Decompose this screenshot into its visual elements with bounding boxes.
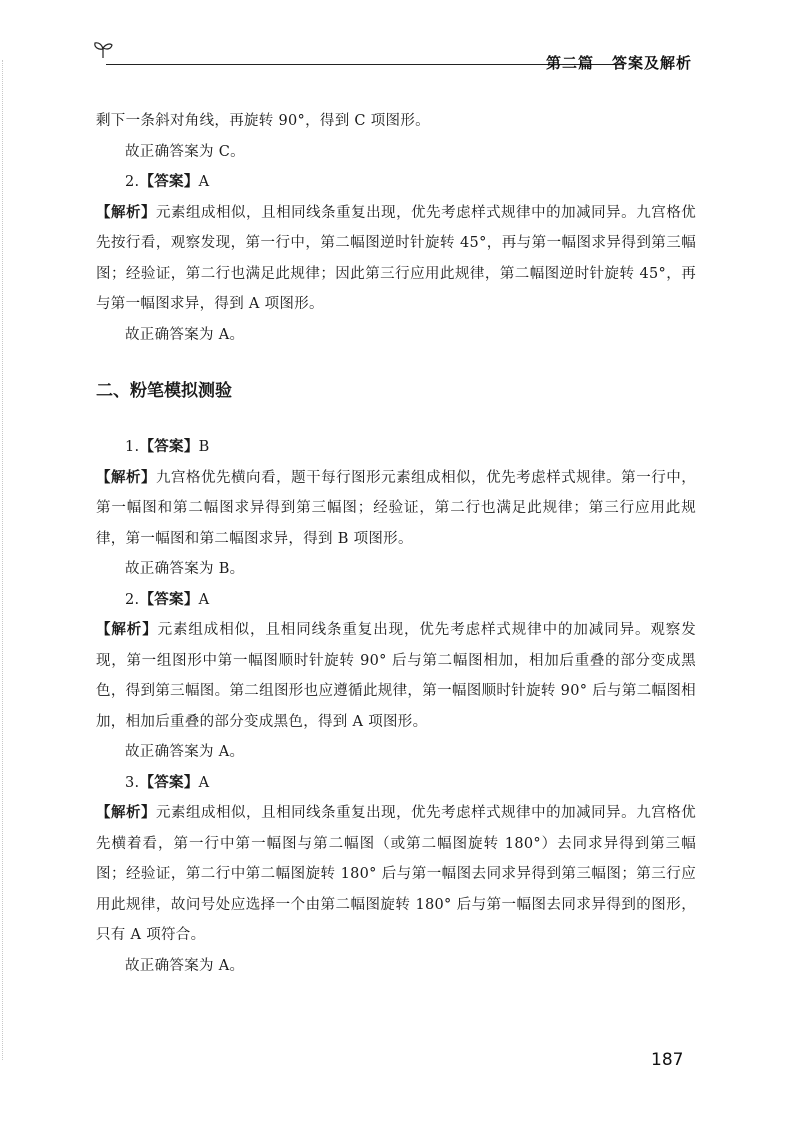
conclusion-line: 故正确答案为 C。: [125, 143, 245, 160]
running-header: [92, 38, 702, 78]
conclusion-line: 故正确答案为 A。: [125, 744, 245, 760]
question-number: 3.: [125, 774, 140, 791]
answer-line: [96, 768, 696, 799]
answer-line: [96, 585, 696, 616]
analysis-label: 【解析】: [96, 469, 157, 486]
conclusion-line: 故正确答案为 A。: [125, 957, 245, 974]
conclusion-line: 故正确答案为 A。: [125, 326, 245, 343]
answer-value: A: [198, 774, 210, 791]
question-number: 2.: [125, 174, 140, 190]
page-body: [96, 106, 696, 981]
answer-label: 【答案】: [139, 774, 199, 791]
scan-edge: [2, 60, 3, 1060]
answer-value: A: [198, 174, 210, 190]
analysis-text: 元素组成相似，且相同线条重复出现，优先考虑样式规律中的加减同异。九宫格优先横着看，第一行中第一幅图与第二幅图（或第二幅图旋转 180°）去同求异得到第三幅图；经验证，第二行中第二幅图旋转 180° 后与第一幅图去同求异得到第三幅图；第三行应用此规律，故问号处应选择一个由第二幅图旋转 180° 后与第一幅图去同求异得到的图形，只有 A 项符合。: [96, 805, 697, 943]
answer-line: [96, 432, 696, 463]
question-number: 1.: [125, 439, 140, 455]
answer-label: 【答案】: [139, 439, 199, 455]
question-number: 2.: [125, 591, 140, 608]
section-title: 二、粉笔模拟测验: [96, 381, 232, 401]
answer-value: B: [198, 439, 210, 455]
analysis-label: 【解析】: [96, 805, 157, 821]
analysis-text: 元素组成相似，且相同线条重复出现，优先考虑样式规律中的加减同异。九宫格优先按行看，观察发现，第一行中，第二幅图逆时针旋转 45°，再与第一幅图求异得到第三幅图；经验证，第二行也满足此规律；因此第三行应用此规律，第二幅图逆时针旋转 45°，再与第一幅图求异，得到 A 项图形。: [96, 204, 697, 312]
answer-label: 【答案】: [139, 174, 199, 190]
header-part: 第二篇: [545, 54, 594, 72]
analysis-label: 【解析】: [96, 204, 157, 221]
sprout-icon: [92, 40, 114, 60]
analysis-text: 九宫格优先横向看，题干每行图形元素组成相似，优先考虑样式规律。第一行中，第一幅图和第二幅图求异得到第三幅图；经验证，第二行也满足此规律；第三行应用此规律，第一幅图和第二幅图求异，得到 B 项图形。: [96, 469, 697, 547]
analysis-label: 【解析】: [96, 622, 158, 638]
header-chapter: 答案及解析: [611, 54, 692, 72]
analysis-paragraph: [96, 463, 696, 555]
analysis-paragraph: [96, 615, 696, 737]
analysis-text: 元素组成相似，且相同线条重复出现，优先考虑样式规律中的加减同异。观察发现，第一组图形中第一幅图顺时针旋转 90° 后与第二幅图相加，相加后重叠的部分变成黑色，得到第三幅图。第二组图形也应遵循此规律，第一幅图顺时针旋转 90° 后与第二幅图相加，相加后重叠的部分变成黑色，得到 A 项图形。: [96, 622, 697, 730]
answer-value: A: [198, 591, 210, 608]
answer-line: [96, 167, 696, 198]
analysis-paragraph: [96, 798, 696, 951]
page-number: 187: [651, 1050, 684, 1070]
conclusion-line: 故正确答案为 B。: [125, 561, 245, 577]
continuation-line: 剩下一条斜对角线，再旋转 90°，得到 C 项图形。: [96, 113, 430, 129]
header-title: [546, 52, 692, 73]
answer-label: 【答案】: [139, 591, 199, 608]
analysis-paragraph: [96, 198, 696, 320]
